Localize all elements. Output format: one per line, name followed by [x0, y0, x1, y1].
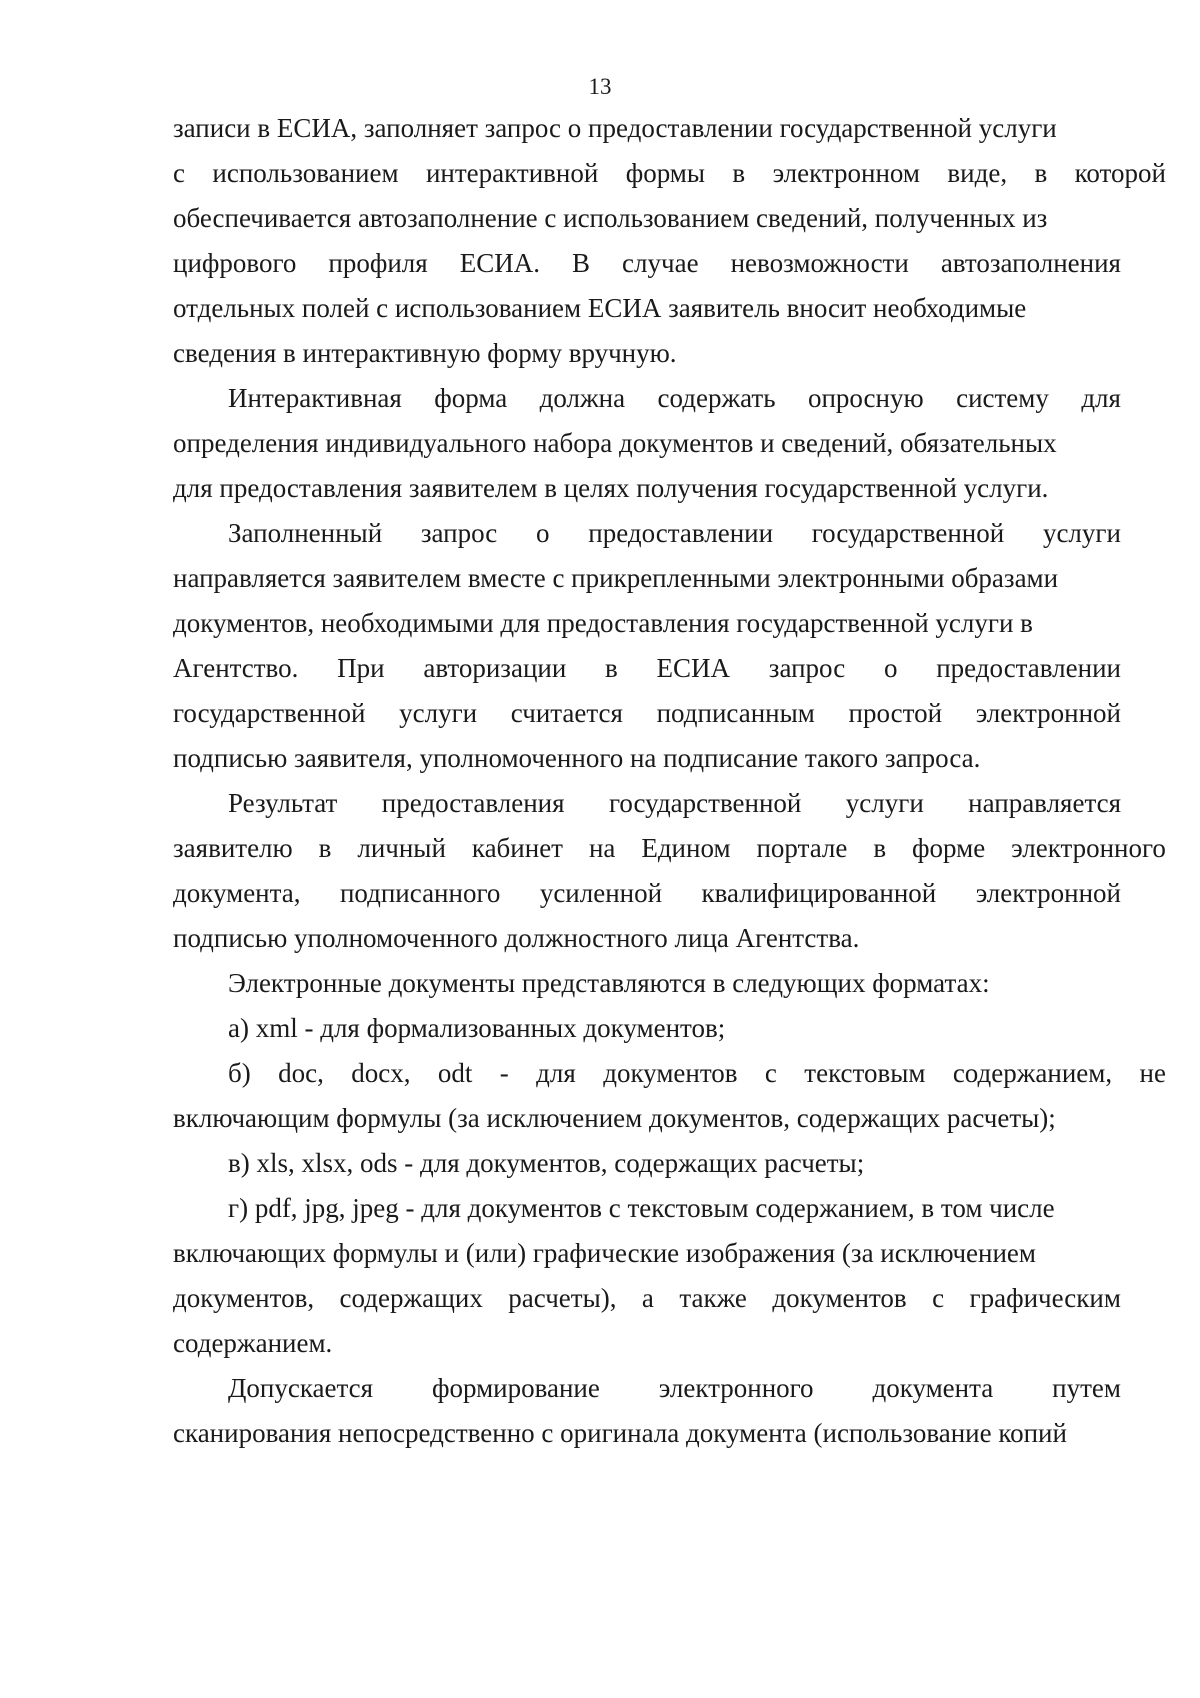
- word: odt: [437, 1058, 473, 1088]
- word: личный: [357, 833, 446, 863]
- text-line: включающих формулы и (или) графические изображения (за исключением: [173, 1238, 1036, 1268]
- text-line: подписью заявителя, уполномоченного на подписание такого запроса.: [173, 743, 981, 773]
- word: формы: [625, 158, 706, 188]
- word: автозаполнения: [940, 248, 1121, 278]
- text-line: [228, 785, 1121, 821]
- text-line: отдельных полей с использованием ЕСИА заявитель вносит необходимые: [173, 293, 1027, 323]
- word: авторизации: [423, 653, 567, 683]
- word: в: [732, 158, 746, 188]
- word: невозможности: [730, 248, 909, 278]
- text-line: [173, 695, 1121, 731]
- word: документов,: [173, 1283, 315, 1313]
- text-line: [173, 875, 1121, 911]
- text-line: [173, 1280, 1121, 1316]
- word: предоставлении: [936, 653, 1121, 683]
- word: текстовым: [804, 1058, 926, 1088]
- page-number: 13: [588, 74, 612, 99]
- text-line: [228, 515, 1121, 551]
- word: государственной: [811, 518, 1005, 548]
- word: виде,: [947, 158, 1008, 188]
- word: в: [605, 653, 618, 683]
- word: подписанным: [656, 698, 815, 728]
- word: с: [764, 1058, 777, 1088]
- text-line: обеспечивается автозаполнение с использованием сведений, полученных из: [173, 203, 1048, 233]
- text-line: определения индивидуального набора документов и сведений, обязательных: [173, 428, 1057, 458]
- word: усиленной: [539, 878, 663, 908]
- text-line: г) pdf, jpg, jpeg - для документов с текстовым содержанием, в том числе: [228, 1193, 1055, 1223]
- word: Допускается: [228, 1373, 374, 1403]
- word: случае: [622, 248, 699, 278]
- word: портале: [756, 833, 848, 863]
- text-line: Электронные документы представляются в следующих форматах:: [228, 968, 990, 998]
- word: ЕСИА.: [459, 248, 540, 278]
- text-line: в) xls, xlsx, ods - для документов, содержащих расчеты;: [228, 1148, 865, 1178]
- text-line: [173, 155, 1166, 191]
- text-line: подписью уполномоченного должностного лица Агентства.: [173, 923, 860, 953]
- word: государственной: [173, 698, 366, 728]
- word: электронного: [1011, 833, 1166, 863]
- word: подписанного: [339, 878, 501, 908]
- text-line: сканирования непосредственно с оригинала документа (использование копий: [173, 1418, 1067, 1448]
- word: графическим: [969, 1283, 1121, 1313]
- word: При: [337, 653, 385, 683]
- word: профиля: [328, 248, 428, 278]
- word: для: [536, 1058, 576, 1088]
- text-line: документов, необходимыми для предоставления государственной услуги в: [173, 608, 1033, 638]
- word: заявителю: [173, 833, 293, 863]
- word: документов: [603, 1058, 738, 1088]
- word: которой: [1074, 158, 1166, 188]
- text-line: [173, 650, 1121, 686]
- word: docx,: [351, 1058, 411, 1088]
- word: простой: [848, 698, 943, 728]
- word: содержать: [657, 383, 776, 413]
- word: на: [588, 833, 616, 863]
- word: ЕСИА: [656, 653, 731, 683]
- text-line: а) xml - для формализованных документов;: [228, 1013, 726, 1043]
- word: направляется: [968, 788, 1121, 818]
- word: форме: [912, 833, 986, 863]
- word: Заполненный: [228, 518, 383, 548]
- word: с: [932, 1283, 945, 1313]
- word: электронной: [975, 878, 1121, 908]
- word: содержащих: [339, 1283, 483, 1313]
- word: опросную: [807, 383, 924, 413]
- word: услуги: [1042, 518, 1121, 548]
- word: для: [1081, 383, 1121, 413]
- word: с: [173, 158, 185, 188]
- word: содержанием,: [952, 1058, 1113, 1088]
- word: документа,: [173, 878, 301, 908]
- word: формирование: [431, 1373, 600, 1403]
- word: в: [318, 833, 332, 863]
- text-line: [228, 1370, 1121, 1406]
- word: должна: [539, 383, 626, 413]
- word: б): [228, 1058, 251, 1088]
- text-line: [228, 380, 1121, 416]
- word: электронной: [975, 698, 1121, 728]
- text-line: записи в ЕСИА, заполняет запрос о предоставлении государственной услуги: [173, 113, 1057, 143]
- word: форма: [434, 383, 508, 413]
- word: Интерактивная: [228, 383, 402, 413]
- word: запрос: [768, 653, 846, 683]
- word: также: [679, 1283, 747, 1313]
- word: государственной: [608, 788, 802, 818]
- word: doc,: [278, 1058, 324, 1088]
- text-line: [173, 830, 1166, 866]
- word: расчеты),: [508, 1283, 617, 1313]
- word: не: [1139, 1058, 1166, 1088]
- text-line: сведения в интерактивную форму вручную.: [173, 338, 677, 368]
- word: о: [536, 518, 550, 548]
- word: цифрового: [173, 248, 297, 278]
- word: а: [641, 1283, 654, 1313]
- word: электронного: [658, 1373, 814, 1403]
- word: документов: [772, 1283, 907, 1313]
- word: Результат: [228, 788, 338, 818]
- text-line: [173, 245, 1121, 281]
- text-line: направляется заявителем вместе с прикрепленными электронными образами: [173, 563, 1059, 593]
- word: в: [1034, 158, 1048, 188]
- word: электронном: [772, 158, 920, 188]
- word: квалифицированной: [701, 878, 937, 908]
- word: Едином: [641, 833, 731, 863]
- word: путем: [1052, 1373, 1121, 1403]
- word: систему: [956, 383, 1049, 413]
- text-line: содержанием.: [173, 1328, 333, 1358]
- word: услуги: [845, 788, 924, 818]
- word: предоставления: [381, 788, 565, 818]
- word: считается: [510, 698, 623, 728]
- word: кабинет: [471, 833, 563, 863]
- text-line: [228, 1055, 1166, 1091]
- word: документа: [872, 1373, 994, 1403]
- word: услуги: [399, 698, 478, 728]
- word: предоставлении: [588, 518, 774, 548]
- word: Агентство.: [173, 653, 299, 683]
- word: запрос: [420, 518, 498, 548]
- text-line: для предоставления заявителем в целях получения государственной услуги.: [173, 473, 1049, 503]
- word: -: [499, 1058, 509, 1088]
- word: В: [572, 248, 591, 278]
- word: интерактивной: [425, 158, 599, 188]
- word: о: [883, 653, 898, 683]
- word: в: [873, 833, 887, 863]
- word: использованием: [212, 158, 399, 188]
- text-line: включающим формулы (за исключением документов, содержащих расчеты);: [173, 1103, 1056, 1133]
